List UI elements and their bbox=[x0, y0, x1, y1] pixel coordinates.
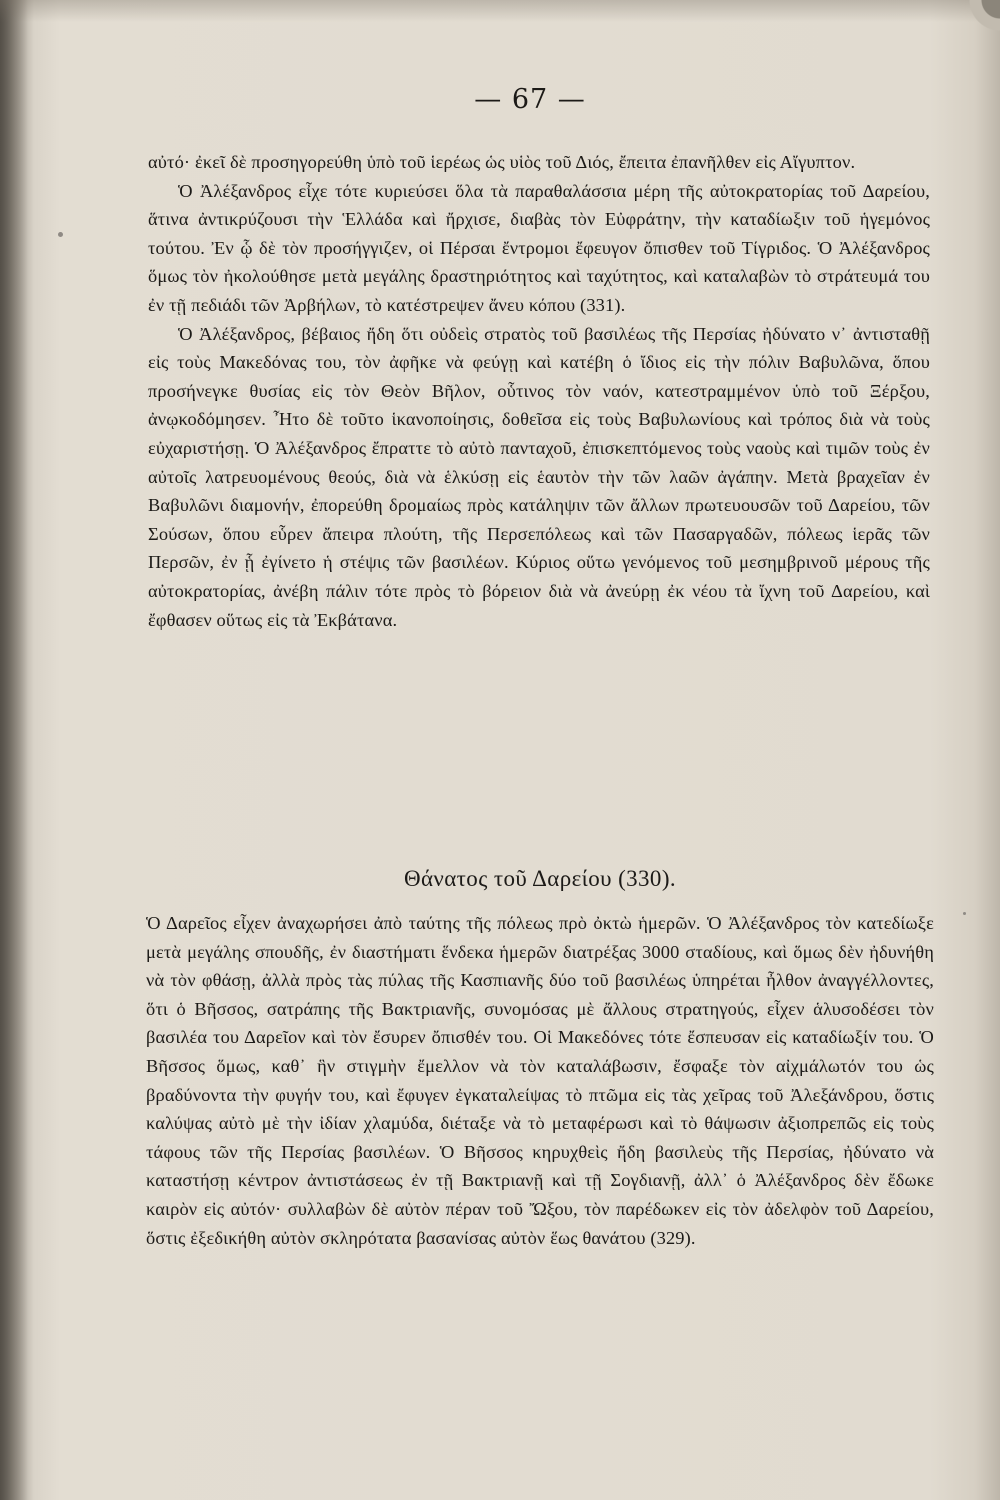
paragraph-arbela: Ὁ Ἀλέξανδρος εἶχε τότε κυριεύσει ὅλα τὰ παραθαλάσσια μέρη τῆς αὐτοκρατορίας τοῦ Δαρείου, ἅτινα ἀντικρύζουσι τὴν Ἑλλάδα καὶ ἤρχισε, διαβὰς τὸν Εὐφράτην, τὴν καταδίωξιν τοῦ ἡγεμόνος τούτου. Ἐν ᾧ δὲ τὸν προσήγγιζεν, οἱ Πέρσαι ἔντρομοι ἔφευγον ὄπισθεν τοῦ Τίγριδος. Ὁ Ἀλέξανδρος ὅμως τὸν ἠκολούθησε μετὰ μεγάλης δραστηριότητος καὶ ταχύτητος, καὶ καταλαβὼν τὸ στράτευμά του ἐν τῇ πεδιάδι τῶν Ἀρβήλων, τὸ κατέστρεψεν ἄνευ κόπου (331). bbox=[148, 180, 930, 315]
main-text bbox=[148, 148, 930, 634]
section-darius-death bbox=[146, 866, 934, 1252]
page-corner-curl bbox=[958, 0, 1000, 46]
spine-shadow bbox=[0, 0, 28, 1500]
paper-speck bbox=[58, 232, 63, 237]
page-top-edge bbox=[0, 0, 1000, 22]
paper-speck bbox=[963, 912, 966, 915]
section-heading: Θάνατος τοῦ Δαρείου (330). bbox=[403, 866, 677, 891]
section-paragraph: Ὁ Δαρεῖος εἶχεν ἀναχωρήσει ἀπὸ ταύτης τῆς πόλεως πρὸ ὀκτὼ ἡμερῶν. Ὁ Ἀλέξανδρος τὸν κατεδίωξε μετὰ μεγάλης σπουδῆς, ἐν διαστήματι ἕνδεκα ἡμερῶν διατρέξας 3000 σταδίους, καὶ ὅμως δὲν ἠδυνήθη νὰ τὸν φθάσῃ, ἀλλὰ πρὸς τὰς πύλας τῆς Κασπιανῆς δύο τοῦ βασιλέως ὑπηρέται ἦλθον ἀναγγέλλοντες, ὅτι ὁ Βῆσσος, σατράπης τῆς Βακτριανῆς, συνομόσας μὲ ἄλλους στρατηγούς, εἶχεν ἁλυσοδέσει τὸν βασιλέα του Δαρεῖον καὶ τὸν ἔσυρεν ὄπισθέν του. Οἱ Μακεδόνες τότε ἔσπευσαν εἰς καταδίωξίν του. Ὁ Βῆσσος ὅμως, καθ᾽ ἣν στιγμὴν ἔμελλον νὰ τὸν καταλάβωσιν, ἔσφαξε τὸν αἰχμάλωτόν του ὡς βραδύνοντα τὴν φυγήν του, καὶ ἔφυγεν ἐγκαταλείψας τὸ πτῶμα εἰς τὰς χεῖρας τοῦ Ἀλεξάνδρου, ὅστις καλύψας αὐτὸ μὲ τὴν ἰδίαν χλαμύδα, διέταξε νὰ τὸ μεταφέρωσι καὶ τὸ θάψωσιν ἀξιοπρεπῶς εἰς τοὺς τάφους τῶν τῆς Περσίας βασιλέων. Ὁ Βῆσσος κηρυχθεὶς ἤδη βασιλεὺς τῆς Περσίας, ἠδύνατο νὰ καταστήσῃ κέντρον ἀντιστάσεως ἐν τῇ Βακτριανῇ καὶ τῇ Σογδιανῇ, ἀλλ᾽ ὁ Ἀλέξανδρος δὲν ἔδωκε καιρὸν εἰς αὐτόν· συλλαβὼν δὲ αὐτὸν πέραν τοῦ Ὤξου, τὸν παρέδωκεν εἰς τὸν ἀδελφὸν τοῦ Δαρείου, ὅστις ἐξεδικήθη αὐτὸν σκληρότατα βασανίσας αὐτὸν ἕως θανάτου (329). bbox=[146, 913, 934, 1248]
paragraph-continuation: αὐτό· ἐκεῖ δὲ προσηγορεύθη ὑπὸ τοῦ ἱερέως ὡς υἱὸς τοῦ Διός, ἔπειτα ἐπανῆλθεν εἰς Αἴγυπτον. bbox=[148, 152, 856, 172]
paragraph-babylon: Ὁ Ἀλέξανδρος, βέβαιος ἤδη ὅτι οὐδεὶς στρατὸς τοῦ βασιλέως τῆς Περσίας ἠδύνατο ν᾽ ἀντισταθῇ εἰς τοὺς Μακεδόνας του, τὸν ἀφῆκε νὰ φεύγῃ καὶ κατέβη ὁ ἴδιος εἰς τὴν πόλιν Βαβυλῶνα, ὅπου προσήνεγκε θυσίας εἰς τὸν Θεὸν Βῆλον, οὗτινος τὸν ναόν, κατεστραμμένον ὑπὸ τοῦ Ξέρξου, ἀνῳκοδόμησεν. Ἦτο δὲ τοῦτο ἱκανοποίησις, δοθεῖσα εἰς τοὺς Βαβυλωνίους καὶ τρόπος διὰ νὰ τοὺς εὐχαριστήσῃ. Ὁ Ἀλέξανδρος ἔπραττε τὸ αὐτὸ πανταχοῦ, ἐπισκεπτόμενος τοὺς ναοὺς καὶ τιμῶν τοὺς ἐν αὐτοῖς λατρευομένους θεούς, διὰ νὰ ἑλκύσῃ εἰς ἑαυτὸν τὴν τῶν λαῶν ἀγάπην. Μετὰ βραχεῖαν ἐν Βαβυλῶνι διαμονήν, ἐπορεύθη δρομαίως πρὸς κατάληψιν τῶν ἄλλων πρωτευουσῶν τοῦ Δαρείου, τῶν Σούσων, ὅπου εὗρεν ἄπειρα πλούτη, τῆς Περσεπόλεως καὶ τῶν Πασαργαδῶν, πόλεως ἱερᾶς τῶν Περσῶν, ἐν ᾗ ἐγίνετο ἡ στέψις τῶν βασιλέων. Κύριος οὕτω γενόμενος τοῦ μεσημβρινοῦ μέρους τῆς αὐτοκρατορίας, ἀνέβη πάλιν τότε πρὸς τὸ βόρειον διὰ νὰ ἀνεύρῃ ἐκ νέου τὰ ἴχνη τοῦ Δαρείου, καὶ ἔφθασεν οὕτως εἰς τὰ Ἐκβάτανα. bbox=[148, 323, 930, 630]
page-number: — 67 — bbox=[474, 84, 586, 115]
